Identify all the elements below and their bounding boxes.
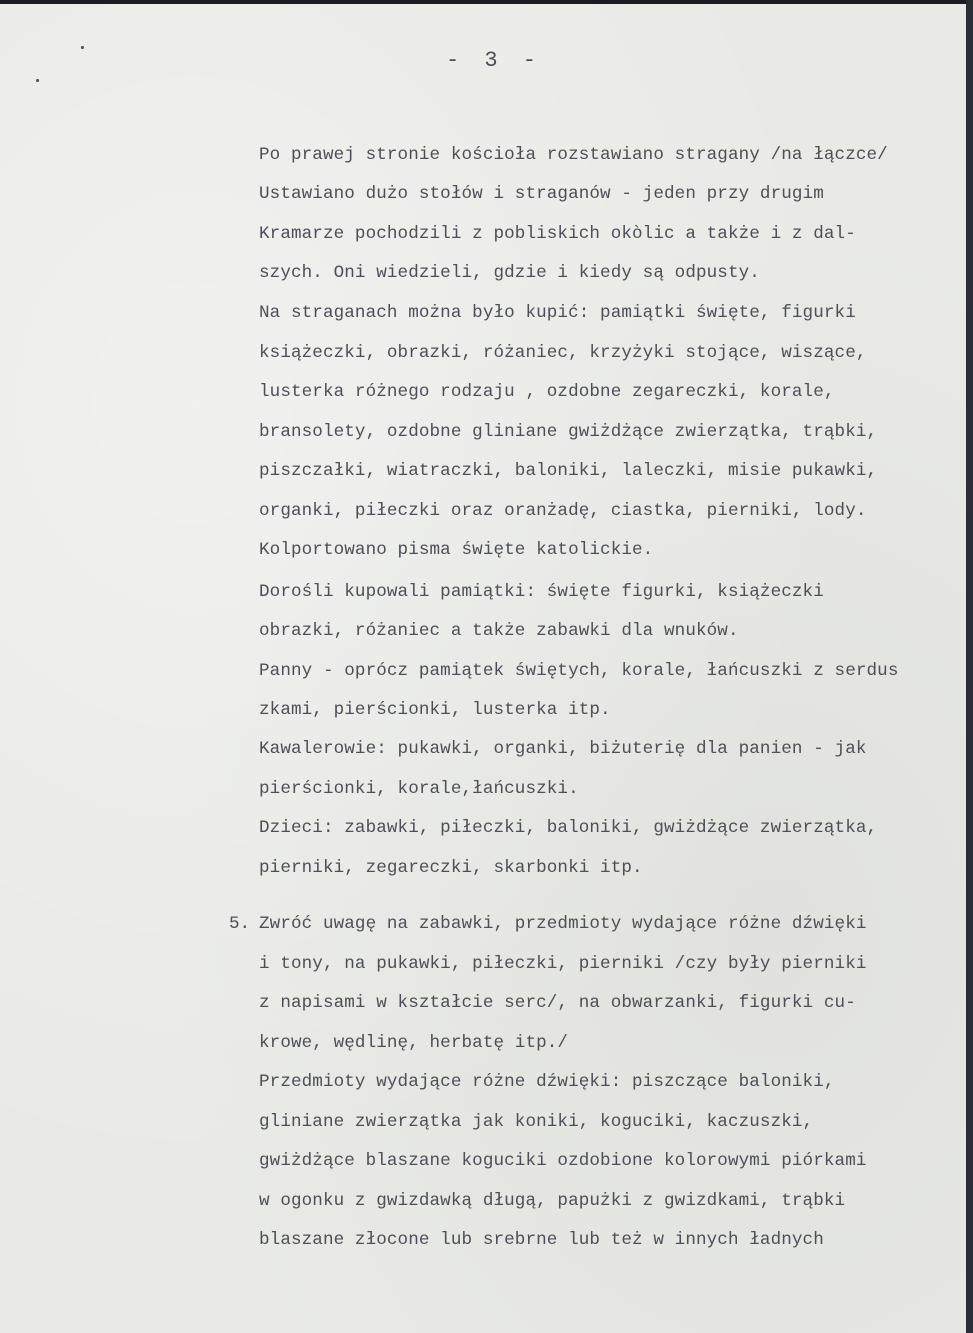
- answer-line: blaszane złocone lub srebrne lub też w innych ładnych: [259, 1230, 824, 1250]
- answer-line: gwiżdżące blaszane koguciki ozdobione kolorowymi piórkami: [259, 1151, 867, 1171]
- text-line: organki, piłeczki oraz oranżadę, ciastka, pierniki, lody.: [259, 501, 867, 521]
- text-line: Panny - oprócz pamiątek świętych, korale, łańcuszki z serdus: [259, 661, 899, 681]
- text-line: szych. Oni wiedzieli, gdzie i kiedy są odpusty.: [259, 263, 760, 283]
- answer-line: Przedmioty wydające różne dźwięki: piszczące baloniki,: [259, 1072, 835, 1092]
- ink-speck: [36, 79, 39, 82]
- text-line: Dzieci: zabawki, piłeczki, baloniki, gwiżdżące zwierzątka,: [259, 818, 878, 838]
- text-line: pierścionki, korale,łańcuszki.: [259, 779, 579, 799]
- text-line: Kolportowano pisma święte katolickie.: [259, 540, 654, 560]
- question-line: Zwróć uwagę na zabawki, przedmioty wydające różne dźwięki: [259, 914, 867, 934]
- text-line: pierniki, zegareczki, skarbonki itp.: [259, 858, 643, 878]
- answer-line: w ogonku z gwizdawką długą, papużki z gwizdkami, trąbki: [259, 1191, 846, 1211]
- text-line: Kawalerowie: pukawki, organki, biżuterię dla panien - jak: [259, 739, 867, 759]
- question-line: krowe, wędlinę, herbatę itp./: [259, 1033, 569, 1053]
- ink-speck: [81, 46, 84, 49]
- page-number: - 3 -: [446, 48, 543, 73]
- text-line: Kramarze pochodzili z pobliskich okòlic a także i z dal-: [259, 224, 856, 244]
- question-line: i tony, na pukawki, piłeczki, pierniki /czy były pierniki: [259, 954, 867, 974]
- question-number: 5.: [229, 914, 251, 934]
- text-line: Dorośli kupowali pamiątki: święte figurki, książeczki: [259, 582, 824, 602]
- text-line: obrazki, różaniec a także zabawki dla wnuków.: [259, 621, 739, 641]
- scan-right-edge: [966, 0, 973, 1333]
- text-line: Ustawiano dużo stołów i straganów - jeden przy drugim: [259, 184, 824, 204]
- text-line: bransolety, ozdobne gliniane gwiżdżące zwierzątka, trąbki,: [259, 422, 878, 442]
- answer-line: gliniane zwierzątka jak koniki, koguciki, kaczuszki,: [259, 1112, 814, 1132]
- text-line: Po prawej stronie kościoła rozstawiano stragany /na łączce/: [259, 145, 888, 165]
- text-line: zkami, pierścionki, lusterka itp.: [259, 700, 611, 720]
- text-line: lusterka różnego rodzaju , ozdobne zegareczki, korale,: [259, 382, 835, 402]
- text-line: książeczki, obrazki, różaniec, krzyżyki stojące, wiszące,: [259, 343, 867, 363]
- typewritten-page: [0, 4, 966, 1333]
- question-line: z napisami w kształcie serc/, na obwarzanki, figurki cu-: [259, 993, 856, 1013]
- text-line: Na straganach można było kupić: pamiątki święte, figurki: [259, 303, 856, 323]
- text-line: piszczałki, wiatraczki, baloniki, laleczki, misie pukawki,: [259, 461, 878, 481]
